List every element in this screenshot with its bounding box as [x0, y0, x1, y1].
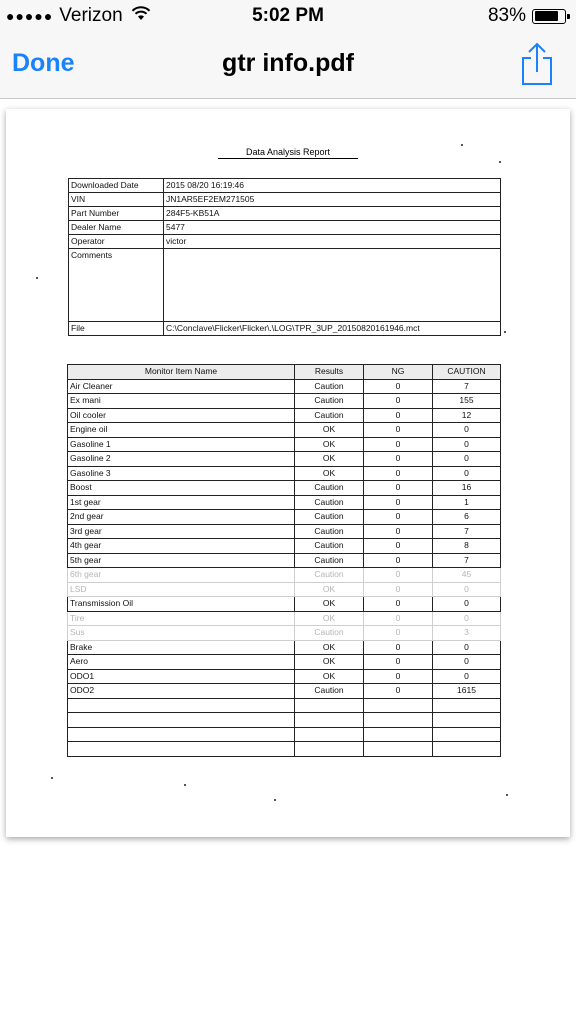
monitor-result: Caution	[295, 684, 364, 699]
monitor-caution: 12	[433, 408, 501, 423]
monitor-caution: 0	[433, 597, 501, 612]
monitor-row	[68, 437, 501, 452]
info-label: Dealer Name	[69, 221, 164, 235]
monitor-table	[67, 364, 501, 757]
monitor-item-name: Gasoline 2	[68, 452, 295, 467]
monitor-item-name: 6th gear	[68, 568, 295, 583]
monitor-result: OK	[295, 611, 364, 626]
monitor-result: OK	[295, 640, 364, 655]
scan-speck	[274, 799, 276, 801]
monitor-blank-row	[68, 742, 501, 757]
scan-speck	[36, 277, 38, 279]
header-caution: CAUTION	[433, 365, 501, 380]
report-info-table	[68, 178, 501, 336]
info-value: 284F5-KB51A	[164, 207, 501, 221]
monitor-blank-cell	[295, 742, 364, 757]
share-icon[interactable]	[520, 42, 554, 86]
info-label: Comments	[69, 249, 164, 322]
navigation-bar	[0, 34, 576, 99]
monitor-item-name: Engine oil	[68, 423, 295, 438]
monitor-caution: 8	[433, 539, 501, 554]
monitor-item-name: 5th gear	[68, 553, 295, 568]
monitor-blank-cell	[433, 713, 501, 728]
monitor-row	[68, 582, 501, 597]
monitor-ng: 0	[364, 408, 433, 423]
monitor-caution: 1	[433, 495, 501, 510]
monitor-caution: 0	[433, 437, 501, 452]
monitor-result: OK	[295, 466, 364, 481]
monitor-item-name: Ex mani	[68, 394, 295, 409]
monitor-item-name: ODO1	[68, 669, 295, 684]
monitor-ng: 0	[364, 582, 433, 597]
monitor-caution: 7	[433, 553, 501, 568]
monitor-caution: 3	[433, 626, 501, 641]
monitor-result: OK	[295, 582, 364, 597]
monitor-row	[68, 611, 501, 626]
monitor-item-name: Transmission Oil	[68, 597, 295, 612]
monitor-result: Caution	[295, 539, 364, 554]
header-ng: NG	[364, 365, 433, 380]
monitor-caution: 7	[433, 379, 501, 394]
pdf-page	[6, 109, 570, 837]
scan-speck	[184, 784, 186, 786]
monitor-item-name: 3rd gear	[68, 524, 295, 539]
header-monitor-item-name: Monitor Item Name	[68, 365, 295, 380]
info-row	[69, 179, 501, 193]
info-label: File	[69, 322, 164, 336]
monitor-blank-cell	[68, 713, 295, 728]
battery-tip	[567, 14, 570, 19]
info-row	[69, 221, 501, 235]
monitor-blank-cell	[364, 742, 433, 757]
monitor-result: OK	[295, 655, 364, 670]
monitor-ng: 0	[364, 684, 433, 699]
monitor-item-name: 4th gear	[68, 539, 295, 554]
battery-icon	[532, 9, 566, 24]
monitor-result: Caution	[295, 408, 364, 423]
info-row	[69, 322, 501, 336]
monitor-caution: 155	[433, 394, 501, 409]
monitor-row	[68, 553, 501, 568]
battery-fill	[535, 11, 558, 21]
monitor-ng: 0	[364, 481, 433, 496]
monitor-result: Caution	[295, 568, 364, 583]
monitor-blank-cell	[68, 742, 295, 757]
monitor-item-name: 2nd gear	[68, 510, 295, 525]
monitor-item-name: Tire	[68, 611, 295, 626]
monitor-caution: 45	[433, 568, 501, 583]
monitor-ng: 0	[364, 437, 433, 452]
monitor-ng: 0	[364, 379, 433, 394]
monitor-ng: 0	[364, 655, 433, 670]
monitor-caution: 1615	[433, 684, 501, 699]
monitor-item-name: Sus	[68, 626, 295, 641]
info-label: Part Number	[69, 207, 164, 221]
info-row	[69, 207, 501, 221]
monitor-item-name: Gasoline 3	[68, 466, 295, 481]
scan-speck	[506, 794, 508, 796]
monitor-row	[68, 423, 501, 438]
monitor-result: OK	[295, 669, 364, 684]
monitor-caution: 0	[433, 582, 501, 597]
scan-speck	[51, 777, 53, 779]
monitor-row	[68, 626, 501, 641]
monitor-blank-cell	[68, 727, 295, 742]
monitor-result: OK	[295, 423, 364, 438]
info-label: Downloaded Date	[69, 179, 164, 193]
monitor-row	[68, 452, 501, 467]
battery-group	[488, 5, 566, 27]
info-value: 5477	[164, 221, 501, 235]
monitor-ng: 0	[364, 510, 433, 525]
monitor-item-name: Oil cooler	[68, 408, 295, 423]
monitor-blank-row	[68, 713, 501, 728]
monitor-result: OK	[295, 597, 364, 612]
scan-speck	[499, 161, 501, 163]
monitor-ng: 0	[364, 568, 433, 583]
monitor-blank-cell	[68, 698, 295, 713]
monitor-row	[68, 539, 501, 554]
monitor-caution: 0	[433, 423, 501, 438]
monitor-caution: 0	[433, 640, 501, 655]
monitor-caution: 0	[433, 669, 501, 684]
monitor-blank-cell	[295, 713, 364, 728]
monitor-blank-cell	[295, 698, 364, 713]
monitor-item-name: ODO2	[68, 684, 295, 699]
monitor-blank-row	[68, 698, 501, 713]
monitor-result: Caution	[295, 524, 364, 539]
monitor-blank-cell	[295, 727, 364, 742]
monitor-caution: 0	[433, 611, 501, 626]
info-value: JN1AR5EF2EM271505	[164, 193, 501, 207]
pdf-viewer[interactable]	[0, 99, 576, 1024]
monitor-blank-cell	[433, 698, 501, 713]
monitor-ng: 0	[364, 597, 433, 612]
document-title: gtr info.pdf	[222, 49, 354, 77]
monitor-result: OK	[295, 452, 364, 467]
monitor-row	[68, 394, 501, 409]
monitor-result: Caution	[295, 495, 364, 510]
monitor-ng: 0	[364, 495, 433, 510]
monitor-item-name: 1st gear	[68, 495, 295, 510]
monitor-caution: 0	[433, 452, 501, 467]
info-value: C:\Conclave\Flicker\Flicker\.\LOG\TPR_3UP_20150820161946.mct	[164, 322, 501, 336]
monitor-ng: 0	[364, 524, 433, 539]
monitor-result: Caution	[295, 626, 364, 641]
monitor-ng: 0	[364, 669, 433, 684]
clock: 5:02 PM	[252, 5, 324, 26]
monitor-item-name: Air Cleaner	[68, 379, 295, 394]
monitor-row	[68, 684, 501, 699]
info-label: Operator	[69, 235, 164, 249]
monitor-item-name: Boost	[68, 481, 295, 496]
monitor-ng: 0	[364, 626, 433, 641]
monitor-ng: 0	[364, 553, 433, 568]
monitor-ng: 0	[364, 394, 433, 409]
monitor-item-name: Aero	[68, 655, 295, 670]
monitor-caution: 6	[433, 510, 501, 525]
monitor-caution: 0	[433, 655, 501, 670]
monitor-item-name: LSD	[68, 582, 295, 597]
carrier-name: Verizon	[59, 5, 123, 26]
monitor-caution: 16	[433, 481, 501, 496]
monitor-ng: 0	[364, 466, 433, 481]
signal-strength-icon: ●●●●●	[6, 8, 54, 24]
info-value	[164, 249, 501, 322]
done-button[interactable]: Done	[12, 49, 75, 77]
monitor-row	[68, 495, 501, 510]
monitor-row	[68, 669, 501, 684]
monitor-result: OK	[295, 437, 364, 452]
monitor-row	[68, 510, 501, 525]
monitor-item-name: Brake	[68, 640, 295, 655]
info-row	[69, 193, 501, 207]
monitor-row	[68, 466, 501, 481]
scan-speck	[504, 331, 506, 333]
monitor-caution: 0	[433, 466, 501, 481]
scan-speck	[461, 144, 463, 146]
monitor-result: Caution	[295, 481, 364, 496]
monitor-result: Caution	[295, 394, 364, 409]
monitor-ng: 0	[364, 640, 433, 655]
monitor-row	[68, 568, 501, 583]
monitor-row	[68, 481, 501, 496]
monitor-result: Caution	[295, 379, 364, 394]
monitor-blank-cell	[364, 698, 433, 713]
info-label: VIN	[69, 193, 164, 207]
monitor-ng: 0	[364, 539, 433, 554]
battery-percent: 83%	[487, 5, 526, 26]
monitor-ng: 0	[364, 611, 433, 626]
status-bar	[0, 0, 576, 34]
monitor-ng: 0	[364, 452, 433, 467]
monitor-row	[68, 408, 501, 423]
monitor-blank-cell	[433, 727, 501, 742]
monitor-caution: 7	[433, 524, 501, 539]
monitor-result: Caution	[295, 510, 364, 525]
monitor-item-name: Gasoline 1	[68, 437, 295, 452]
monitor-blank-cell	[433, 742, 501, 757]
monitor-header-row	[68, 365, 501, 380]
monitor-row	[68, 597, 501, 612]
info-row	[69, 235, 501, 249]
monitor-blank-row	[68, 727, 501, 742]
monitor-ng: 0	[364, 423, 433, 438]
info-value: 2015 08/20 16:19:46	[164, 179, 501, 193]
info-row	[69, 249, 501, 322]
monitor-blank-cell	[364, 713, 433, 728]
report-title: Data Analysis Report	[218, 147, 358, 159]
monitor-row	[68, 655, 501, 670]
monitor-row	[68, 379, 501, 394]
monitor-row	[68, 640, 501, 655]
monitor-row	[68, 524, 501, 539]
header-results: Results	[295, 365, 364, 380]
info-value: victor	[164, 235, 501, 249]
monitor-blank-cell	[364, 727, 433, 742]
monitor-result: Caution	[295, 553, 364, 568]
